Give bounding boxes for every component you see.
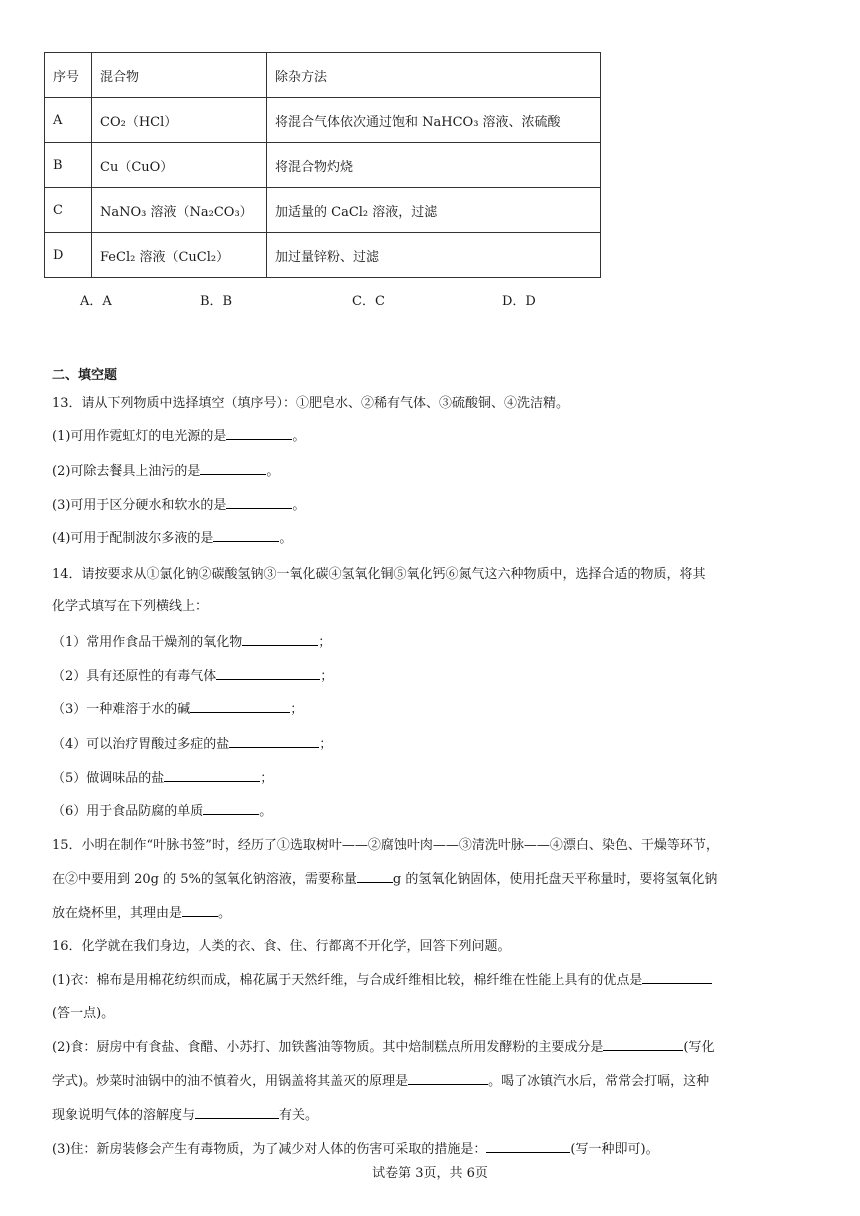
header-method: 除杂方法 (267, 53, 601, 98)
q14-item-2 (52, 665, 333, 684)
option-b[interactable]: B．B (200, 294, 233, 309)
q14-stem-line2: 化学式填写在下列横线上： (52, 599, 209, 614)
option-a[interactable]: A．A (80, 294, 112, 309)
q16-p2-end3: 有关。 (279, 1108, 319, 1123)
q16-p1-text: (1)衣：棉布是用棉花纺织而成，棉花属于天然纤维，与合成纤维相比较，棉纤维在性能上具有的优点是 (52, 973, 643, 988)
option-d[interactable]: D．D (502, 294, 536, 309)
q16-p3-text: (3)住：新房装修会产生有毒物质，为了减少对人体的伤害可采取的措施是： (52, 1142, 487, 1157)
q15-line3 (52, 902, 231, 921)
q15-line2 (52, 868, 717, 887)
answer-blank[interactable] (242, 631, 318, 646)
q14-item-5-text: （5）做调味品的盐 (52, 771, 165, 786)
answer-blank[interactable] (486, 1138, 570, 1153)
q16-p2-end: (写化 (683, 1040, 715, 1055)
q14-item-4-text: （4）可以治疗胃酸过多症的盐 (52, 737, 230, 752)
row-id: A (45, 98, 92, 143)
table-row (45, 143, 601, 188)
q13-item-2 (52, 460, 279, 479)
q13-item-3-end: 。 (292, 498, 306, 513)
answer-blank[interactable] (408, 1070, 488, 1085)
header-mixture: 混合物 (92, 53, 267, 98)
q14-item-4 (52, 733, 332, 752)
q16-p1-line2: (答一点)。 (52, 1006, 115, 1021)
table-row (45, 98, 601, 143)
q13-item-4 (52, 527, 292, 546)
q16-p3-end: (写一种即可)。 (570, 1142, 659, 1157)
row-id: D (45, 233, 92, 278)
q15-line2-rest: g 的氢氧化钠固体，使用托盘天平称量时，要将氢氧化钠 (392, 872, 718, 887)
row-mixture: Cu（CuO） (92, 143, 267, 188)
q13-item-3-text: (3)可用于区分硬水和软水的是 (52, 498, 227, 513)
section-title: 二、填空题 (52, 368, 118, 383)
answer-blank[interactable] (164, 767, 260, 782)
row-mixture: CO₂（HCl） (92, 98, 267, 143)
row-mixture: FeCl₂ 溶液（CuCl₂） (92, 233, 267, 278)
answer-blank[interactable] (213, 527, 279, 542)
q14-item-2-text: （2）具有还原性的有毒气体 (52, 669, 217, 684)
q14-item-3-end: ； (290, 702, 304, 717)
table-header-row (45, 53, 601, 98)
answer-blank[interactable] (642, 969, 712, 984)
table-row (45, 233, 601, 278)
q14-item-6 (52, 800, 272, 819)
q13-item-1-text: (1)可用作霓虹灯的电光源的是 (52, 429, 227, 444)
answer-blank[interactable] (195, 1104, 279, 1119)
q16-p2-text2: 学式)。炒菜时油锅中的油不慎着火，用锅盖将其盖灭的原理是 (52, 1074, 409, 1089)
answer-blank[interactable] (603, 1036, 683, 1051)
q13-stem: 13．请从下列物质中选择填空（填序号）：①肥皂水、②稀有气体、③硫酸铜、④洗洁精。 (52, 396, 570, 411)
q14-item-4-end: ； (319, 737, 333, 752)
answer-blank[interactable] (216, 665, 320, 680)
answer-blank[interactable] (226, 425, 292, 440)
header-index: 序号 (45, 53, 92, 98)
answer-blank[interactable] (357, 868, 393, 883)
q16-p2-text3: 现象说明气体的溶解度与 (52, 1108, 196, 1123)
q14-item-1 (52, 631, 331, 650)
q15-line3-end: 。 (218, 906, 232, 921)
q14-item-1-end: ； (318, 635, 332, 650)
row-id: C (45, 188, 92, 233)
answer-blank[interactable] (200, 460, 266, 475)
q13-item-3 (52, 494, 305, 513)
row-mixture: NaNO₃ 溶液（Na₂CO₃） (92, 188, 267, 233)
q15-line1: 15．小明在制作“叶脉书签”时，经历了①选取树叶——②腐蚀叶肉——③清洗叶脉——④漂白、染色、干燥等环节， (52, 838, 719, 853)
page-footer: 试卷第 3页，共 6页 (372, 1166, 488, 1181)
q14-item-1-text: （1）常用作食品干燥剂的氧化物 (52, 635, 243, 650)
answer-blank[interactable] (229, 733, 319, 748)
q14-item-3 (52, 698, 303, 717)
q16-stem: 16．化学就在我们身边，人类的衣、食、住、行都离不开化学，回答下列问题。 (52, 939, 511, 954)
row-method: 将混合气体依次通过饱和 NaHCO₃ 溶液、浓硫酸 (267, 98, 601, 143)
q13-item-2-end: 。 (266, 464, 280, 479)
q13-item-1 (52, 425, 305, 444)
answer-blank[interactable] (190, 698, 290, 713)
q16-p2-end2: 。喝了冰镇汽水后，常常会打嗝，这种 (488, 1074, 710, 1089)
q13-item-2-text: (2)可除去餐具上油污的是 (52, 464, 201, 479)
row-id: B (45, 143, 92, 188)
q16-p2-line2 (52, 1070, 709, 1089)
q13-item-4-end: 。 (279, 531, 293, 546)
table-row (45, 188, 601, 233)
q13-item-1-end: 。 (292, 429, 306, 444)
option-c[interactable]: C．C (352, 294, 385, 309)
q13-item-4-text: (4)可用于配制波尔多液的是 (52, 531, 214, 546)
answer-blank[interactable] (203, 800, 259, 815)
q14-stem-line1: 14．请按要求从①氯化钠②碳酸氢钠③一氧化碳④氢氧化铜⑤氧化钙⑥氮气这六种物质中，选择合适的物质，将其 (52, 567, 706, 582)
q14-item-3-text: （3）一种难溶于水的碱 (52, 702, 191, 717)
q15-line2-text: 在②中要用到 20g 的 5%的氢氧化钠溶液，需要称量 (52, 872, 357, 887)
q16-p2-text: (2)食：厨房中有食盐、食醋、小苏打、加铁酱油等物质。其中焙制糕点所用发酵粉的主要成分是 (52, 1040, 604, 1055)
q14-item-5 (52, 767, 273, 786)
row-method: 加适量的 CaCl₂ 溶液，过滤 (267, 188, 601, 233)
impurity-table (44, 52, 601, 278)
q14-item-6-text: （6）用于食品防腐的单质 (52, 804, 204, 819)
q16-p2-line3 (52, 1104, 318, 1123)
q14-item-5-end: ； (260, 771, 274, 786)
q16-p3-line (52, 1138, 659, 1157)
answer-blank[interactable] (226, 494, 292, 509)
q16-p1-line1 (52, 969, 712, 988)
answer-blank[interactable] (182, 902, 218, 917)
q14-item-2-end: ； (320, 669, 334, 684)
q15-line3-text: 放在烧杯里，其理由是 (52, 906, 183, 921)
row-method: 加过量锌粉、过滤 (267, 233, 601, 278)
q16-p2-line1 (52, 1036, 715, 1055)
q14-item-6-end: 。 (259, 804, 273, 819)
row-method: 将混合物灼烧 (267, 143, 601, 188)
